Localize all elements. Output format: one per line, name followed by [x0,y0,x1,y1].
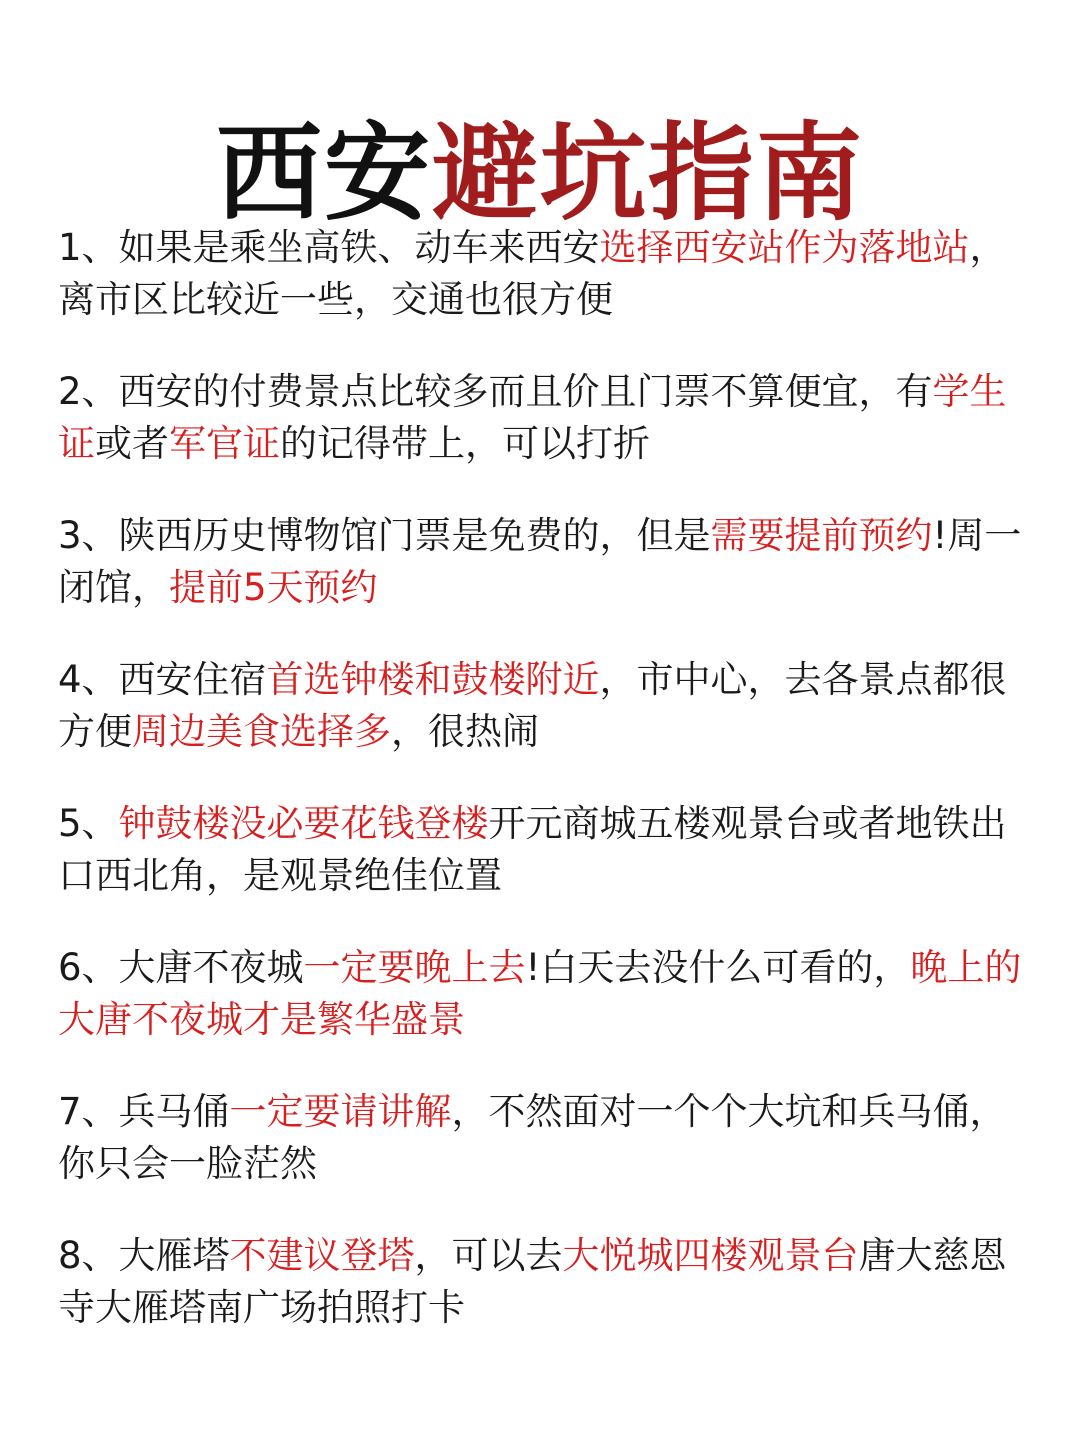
tip-text: ，很热闹 [391,710,539,753]
tip-text: ，市中心，去各景点都很方便 [58,658,1007,753]
tip-text: ，可以去 [414,1234,563,1277]
tip-highlight-text: 一定要晚上去 [303,946,526,989]
tip-highlight-text: 一定要请讲解 [229,1090,452,1133]
tips-list [58,222,1028,1374]
tip-text: 或者 [95,422,169,465]
tip-text: 8、大雁塔 [58,1234,230,1277]
tip-highlight-text: 需要提前预约 [710,514,933,557]
tip-text: 开元商城五楼观景台或者地铁出口西北角，是观景绝佳位置 [58,802,1007,897]
tip-highlight-text: 军官证 [169,422,280,465]
tip-highlight-text: 大悦城四楼观景台 [562,1234,859,1277]
tip-text: !周一闭馆， [58,514,1022,609]
tip-text: 2、西安的付费景点比较多而且价且门票不算便宜，有 [58,370,933,413]
tip-item-4 [58,654,1028,758]
tip-highlight-text: 首选钟楼和鼓楼附近 [266,658,600,701]
tip-text: 1、如果是乘坐高铁、动车来西安 [58,226,600,269]
tip-text: 5、 [58,802,119,845]
tip-item-8 [58,1230,1028,1334]
tip-text: 的记得带上，可以打折 [280,422,650,465]
title-city: 西安 [216,112,432,236]
tip-highlight-text: 选择西安站作为落地站 [599,226,970,269]
page-title [0,109,1080,239]
tip-text: !白天去没什么可看的， [525,946,911,989]
tip-item-5 [58,798,1028,902]
tip-highlight-text: 学生证 [58,370,1007,465]
tip-item-7 [58,1086,1028,1190]
tip-text: 3、陕西历史博物馆门票是免费的，但是 [58,514,711,557]
tip-item-6 [58,942,1028,1046]
tip-highlight-text: 提前5天预约 [169,566,378,609]
tip-text: 6、大唐不夜城 [58,946,304,989]
tip-highlight-text: 不建议登塔 [229,1234,415,1277]
tip-highlight-text: 钟鼓楼没必要花钱登楼 [118,802,489,845]
tip-text: ，离市区比较近一些，交通也很方便 [58,226,1007,321]
tip-item-1 [58,222,1028,326]
tip-highlight-text: 周边美食选择多 [132,710,391,753]
tip-item-3 [58,510,1028,614]
tip-highlight-text: 晚上的大唐不夜城才是繁华盛景 [58,946,1022,1041]
tip-text: 4、西安住宿 [58,658,267,701]
tip-text: 唐大慈恩寺大雁塔南广场拍照打卡 [58,1234,1007,1329]
tip-text: 7、兵马俑 [58,1090,230,1133]
title-accent: 避坑指南 [432,112,864,236]
tip-text: ，不然面对一个个大坑和兵马俑，你只会一脸茫然 [58,1090,1007,1185]
tip-item-2 [58,366,1028,470]
